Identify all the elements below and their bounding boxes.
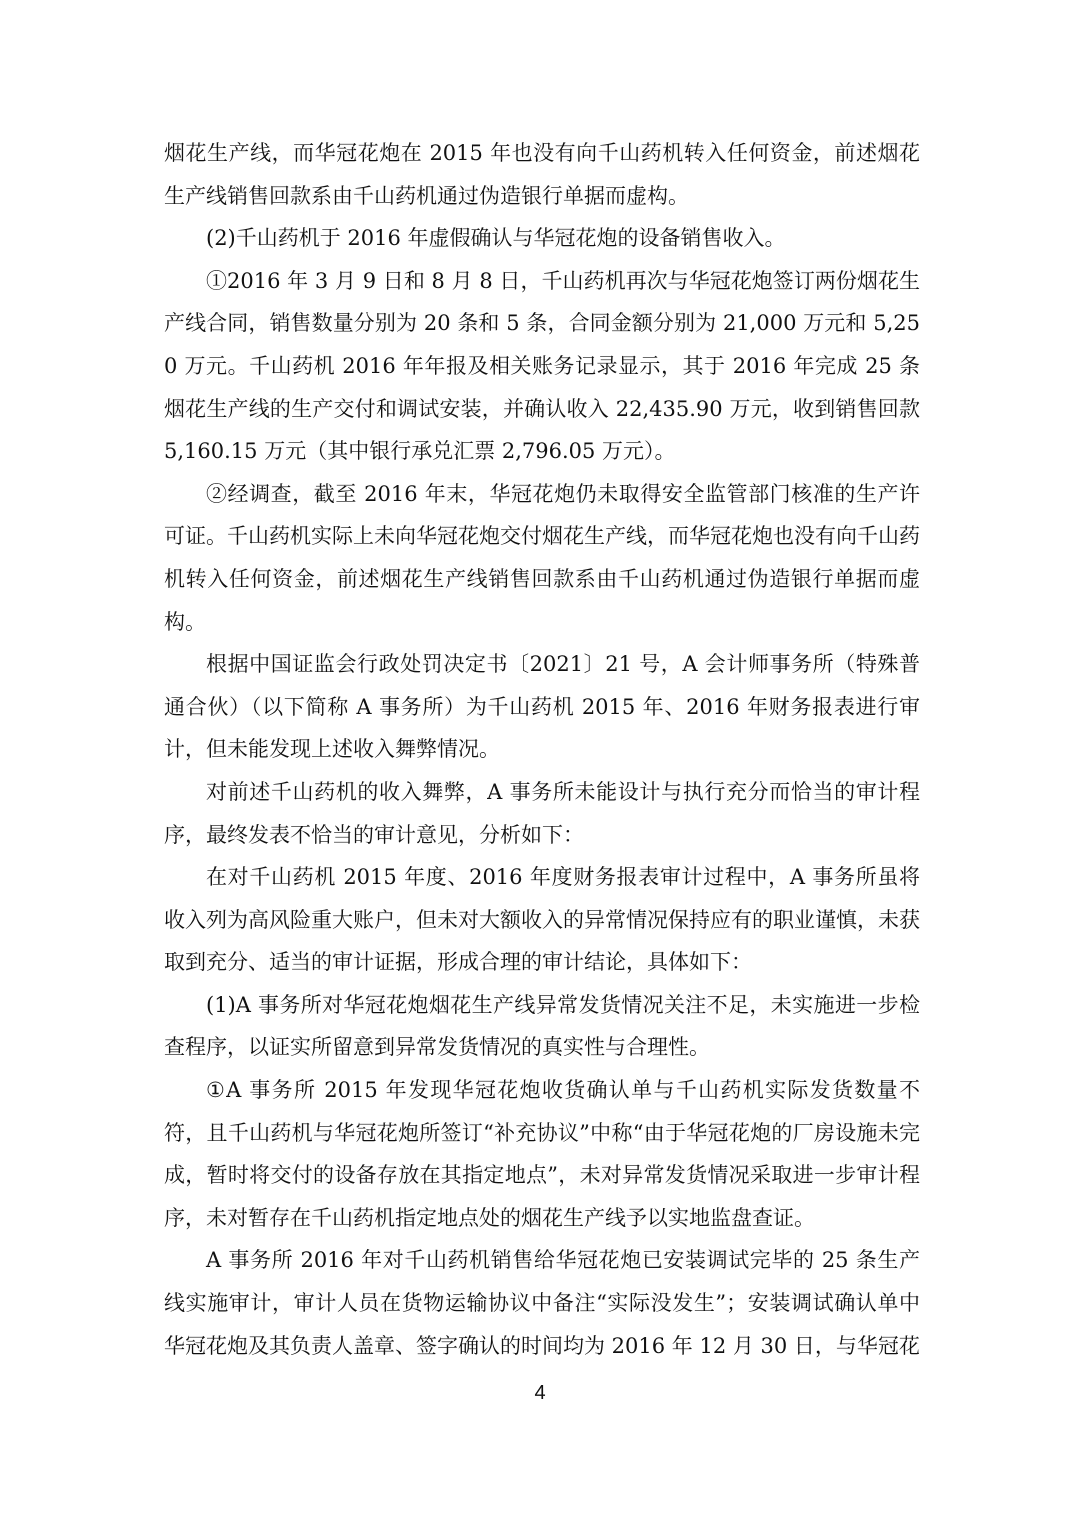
paragraph-4: ②经调查，截至 2016 年末，华冠花炮仍未取得安全监管部门核准的生产许可证。千山药机实际上未向华冠花炮交付烟花生产线，而华冠花炮也没有向千山药机转入任何资金，前述烟花生产线销售回款系由千山药机通过伪造银行单据而虚构。 bbox=[164, 481, 920, 634]
paragraph-6: 对前述千山药机的收入舞弊，A 事务所未能设计与执行充分而恰当的审计程序，最终发表不恰当的审计意见，分析如下： bbox=[164, 779, 920, 847]
paragraph-10: A 事务所 2016 年对千山药机销售给华冠花炮已安装调试完毕的 25 条生产线实施审计，审计人员在货物运输协议中备注“实际没发生”；安装调试确认单中华冠花炮及其负责人盖章、签字确认的时间均为 2016 年 12 月 30 日，与华冠花 bbox=[164, 1248, 920, 1358]
paragraph-5: 根据中国证监会行政处罚决定书〔2021〕21 号，A 会计师事务所（特殊普通合伙）（以下简称 A 事务所）为千山药机 2015 年、2016 年财务报表进行审计，但未能发现上述收入舞弊情况。 bbox=[164, 652, 920, 762]
paragraph-7: 在对千山药机 2015 年度、2016 年度财务报表审计过程中，A 事务所虽将收入列为高风险重大账户，但未对大额收入的异常情况保持应有的职业谨慎，未获取到充分、适当的审计证据，形成合理的审计结论，具体如下： bbox=[164, 865, 920, 975]
paragraph-2: (2)千山药机于 2016 年虚假确认与华冠花炮的设备销售收入。 bbox=[206, 226, 786, 251]
page-number: 4 bbox=[534, 1382, 546, 1404]
paragraph-8: (1)A 事务所对华冠花炮烟花生产线异常发货情况关注不足，未实施进一步检查程序，以证实所留意到异常发货情况的真实性与合理性。 bbox=[164, 992, 920, 1060]
document-body bbox=[164, 132, 920, 1367]
paragraph-9: ①A 事务所 2015 年发现华冠花炮收货确认单与千山药机实际发货数量不符，且千山药机与华冠花炮所签订“补充协议”中称“由于华冠花炮的厂房设施未完成，暂时将交付的设备存放在其指定地点”，未对异常发货情况采取进一步审计程序，未对暂存在千山药机指定地点处的烟花生产线予以实地监盘查证。 bbox=[164, 1078, 920, 1230]
paragraph-1: 烟花生产线，而华冠花炮在 2015 年也没有向千山药机转入任何资金，前述烟花生产线销售回款系由千山药机通过伪造银行单据而虚构。 bbox=[164, 141, 920, 208]
paragraph-3: ①2016 年 3 月 9 日和 8 月 8 日，千山药机再次与华冠花炮签订两份烟花生产线合同，销售数量分别为 20 条和 5 条，合同金额分别为 21,000 万元和 5,250 万元。千山药机 2016 年年报及相关账务记录显示，其于 2016 年完成 25 条烟花生产线的生产交付和调试安装，并确认收入 22,435.90 万元，收到销售回款 5,160.15 万元（其中银行承兑汇票 2,796.05 万元）。 bbox=[164, 268, 920, 464]
